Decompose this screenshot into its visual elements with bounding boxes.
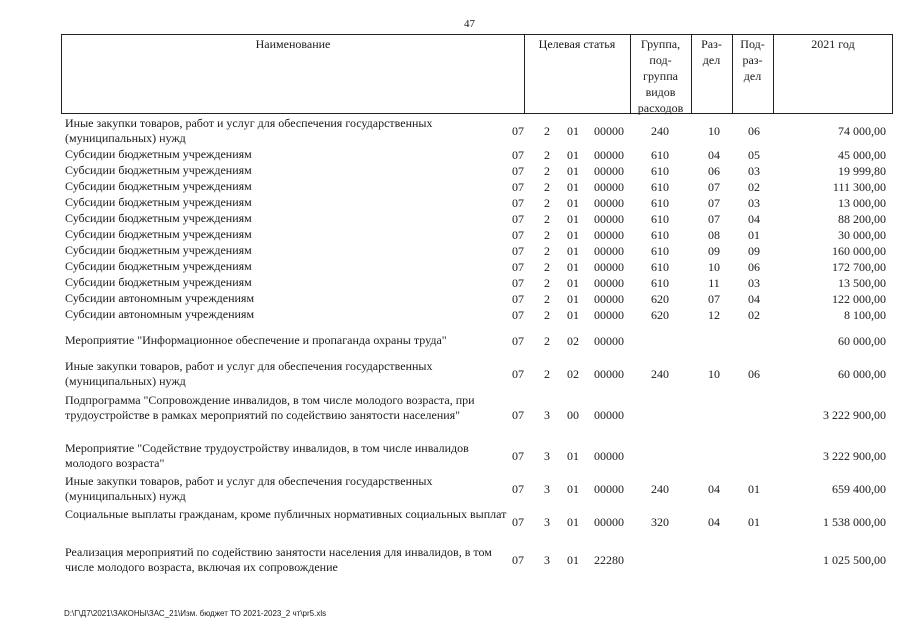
row-sub (729, 441, 779, 471)
row-amount: 13 000,00 (838, 195, 886, 210)
row-d: 00000 (594, 408, 624, 422)
row-a: 07 (512, 243, 524, 258)
row-amount: 659 400,00 (832, 481, 886, 496)
row-a: 07 (512, 195, 524, 210)
table-row (0, 116, 905, 146)
row-amount: 111 300,00 (832, 179, 886, 194)
row-sec: 06 (708, 163, 720, 178)
row-sub: 03 (748, 195, 760, 210)
row-name: Иные закупки товаров, работ и услуг для обеспечения государственных (муниципальных) нужд (65, 474, 433, 503)
row-grp: 240 (651, 366, 669, 381)
row-sub: 05 (748, 147, 760, 162)
row-name: Иные закупки товаров, работ и услуг для обеспечения государственных (муниципальных) нужд (65, 359, 433, 388)
table-row (0, 243, 905, 259)
row-amount: 45 000,00 (838, 147, 886, 162)
row-amount: 88 200,00 (838, 211, 886, 226)
table-row (0, 147, 905, 163)
row-name: Иные закупки товаров, работ и услуг для обеспечения государственных (муниципальных) нужд (65, 116, 433, 145)
row-c: 01 (567, 147, 579, 162)
row-d: 00000 (594, 179, 624, 194)
row-sub: 03 (748, 163, 760, 178)
row-grp: 240 (651, 123, 669, 138)
row-grp: 620 (651, 291, 669, 306)
row-sub: 09 (748, 243, 760, 258)
row-sub: 06 (748, 366, 760, 381)
row-d: 00000 (594, 514, 624, 529)
row-d: 00000 (594, 123, 624, 138)
row-sub: 04 (748, 291, 760, 306)
row-amount: 3 222 900,00 (823, 408, 886, 422)
row-b: 2 (544, 123, 550, 138)
row-grp: 610 (651, 179, 669, 194)
row-d: 22280 (594, 552, 624, 567)
row-b: 2 (544, 366, 550, 381)
row-b: 2 (544, 243, 550, 258)
row-b: 3 (544, 552, 550, 567)
row-grp (635, 545, 685, 575)
row-d: 00000 (594, 275, 624, 290)
row-sec: 04 (708, 514, 720, 529)
row-sub: 02 (748, 307, 760, 322)
row-sec: 07 (708, 211, 720, 226)
row-amount: 30 000,00 (838, 227, 886, 242)
row-sub (729, 393, 779, 438)
row-c: 01 (567, 195, 579, 210)
row-a: 07 (512, 123, 524, 138)
row-c: 02 (567, 366, 579, 381)
row-name: Субсидии бюджетным учреждениям (65, 275, 252, 289)
row-c: 01 (567, 275, 579, 290)
row-c: 01 (567, 227, 579, 242)
row-a: 07 (512, 179, 524, 194)
row-sec: 10 (708, 366, 720, 381)
row-b: 3 (544, 514, 550, 529)
row-sec: 11 (708, 275, 720, 290)
row-c: 01 (567, 481, 579, 496)
row-c: 01 (567, 307, 579, 322)
header-section: Раз- дел (701, 37, 722, 67)
row-amount: 8 100,00 (844, 307, 886, 322)
row-name: Субсидии автономным учреждениям (65, 307, 255, 321)
row-grp: 610 (651, 163, 669, 178)
row-b: 2 (544, 211, 550, 226)
row-grp: 610 (651, 195, 669, 210)
row-amount: 60 000,00 (838, 366, 886, 381)
table-row (0, 179, 905, 195)
row-name: Субсидии бюджетным учреждениям (65, 227, 252, 241)
row-sec: 10 (708, 259, 720, 274)
row-amount: 19 999,80 (838, 163, 886, 178)
table-row (0, 259, 905, 275)
row-sub: 02 (748, 179, 760, 194)
row-amount: 3 222 900,00 (823, 448, 886, 463)
row-amount: 60 000,00 (838, 333, 886, 348)
row-name: Субсидии автономным учреждениям (65, 291, 255, 305)
table-row (0, 393, 905, 438)
table-row (0, 163, 905, 179)
row-sec: 07 (708, 291, 720, 306)
row-sub: 04 (748, 211, 760, 226)
row-name: Реализация мероприятий по содействию занятости населения для инвалидов, в том числе молодого возраста, включая их сопровождение (65, 545, 492, 574)
row-sub: 01 (748, 481, 760, 496)
row-name: Субсидии бюджетным учреждениям (65, 211, 252, 225)
row-amount: 1 025 500,00 (823, 552, 886, 567)
table-row (0, 507, 905, 537)
row-c: 02 (567, 333, 579, 348)
table-row (0, 307, 905, 323)
row-amount: 122 000,00 (832, 291, 886, 306)
row-d: 00000 (594, 211, 624, 226)
row-a: 07 (512, 211, 524, 226)
row-a: 07 (512, 552, 524, 567)
row-c: 01 (567, 211, 579, 226)
header-year: 2021 год (811, 37, 855, 51)
row-grp: 240 (651, 481, 669, 496)
row-b: 3 (544, 408, 550, 422)
row-b: 2 (544, 307, 550, 322)
table-row (0, 195, 905, 211)
row-b: 2 (544, 259, 550, 274)
row-sec: 04 (708, 481, 720, 496)
row-d: 00000 (594, 227, 624, 242)
header-subsection: Под- раз- дел (740, 37, 765, 83)
row-grp: 610 (651, 259, 669, 274)
row-a: 07 (512, 514, 524, 529)
row-name: Субсидии бюджетным учреждениям (65, 195, 252, 209)
row-c: 01 (567, 123, 579, 138)
file-path-footer: D:\Г\Д7\2021\ЗАКОНЫ\ЗАС_21\Изм. бюджет ТО 2021-2023_2 чт\pr5.xls (64, 609, 327, 618)
row-a: 07 (512, 448, 524, 463)
row-sub: 01 (748, 227, 760, 242)
row-a: 07 (512, 408, 524, 422)
table-row (0, 227, 905, 243)
row-sec: 09 (708, 243, 720, 258)
row-sec: 07 (708, 195, 720, 210)
row-name: Субсидии бюджетным учреждениям (65, 243, 252, 257)
row-name: Субсидии бюджетным учреждениям (65, 179, 252, 193)
row-d: 00000 (594, 366, 624, 381)
row-sec: 04 (708, 147, 720, 162)
row-grp: 610 (651, 275, 669, 290)
row-grp: 610 (651, 227, 669, 242)
table-row (0, 545, 905, 575)
row-sub: 03 (748, 275, 760, 290)
page-number: 47 (464, 18, 475, 30)
row-c: 01 (567, 552, 579, 567)
row-sub: 01 (748, 514, 760, 529)
row-c: 01 (567, 179, 579, 194)
row-grp (635, 393, 685, 438)
row-name: Мероприятие "Содействие трудоустройству инвалидов, в том числе инвалидов молодого возраста" (65, 441, 469, 470)
row-d: 00000 (594, 147, 624, 162)
row-amount: 74 000,00 (838, 123, 886, 138)
row-b: 2 (544, 275, 550, 290)
row-sub (729, 545, 779, 575)
row-sub: 06 (748, 259, 760, 274)
table-row (0, 211, 905, 227)
row-amount: 13 500,00 (838, 275, 886, 290)
table-row (0, 275, 905, 291)
row-grp: 620 (651, 307, 669, 322)
row-a: 07 (512, 163, 524, 178)
row-a: 07 (512, 481, 524, 496)
row-a: 07 (512, 307, 524, 322)
row-a: 07 (512, 291, 524, 306)
row-c: 00 (567, 408, 579, 422)
row-grp: 320 (651, 514, 669, 529)
header-group: Группа, под- группа видов расходов (637, 37, 684, 115)
row-b: 2 (544, 147, 550, 162)
table-row (0, 441, 905, 471)
row-name: Мероприятие "Информационное обеспечение и пропаганда охраны труда" (65, 333, 447, 347)
row-sub (729, 333, 779, 349)
row-d: 00000 (594, 163, 624, 178)
row-c: 01 (567, 163, 579, 178)
row-a: 07 (512, 259, 524, 274)
row-sec: 10 (708, 123, 720, 138)
row-b: 2 (544, 291, 550, 306)
row-d: 00000 (594, 448, 624, 463)
table-header (61, 34, 893, 114)
row-amount: 160 000,00 (832, 243, 886, 258)
row-d: 00000 (594, 259, 624, 274)
row-sec: 08 (708, 227, 720, 242)
row-c: 01 (567, 243, 579, 258)
row-grp: 610 (651, 147, 669, 162)
row-d: 00000 (594, 291, 624, 306)
row-a: 07 (512, 366, 524, 381)
row-grp (635, 441, 685, 471)
row-b: 2 (544, 333, 550, 348)
row-c: 01 (567, 259, 579, 274)
row-sec: 07 (708, 179, 720, 194)
row-d: 00000 (594, 243, 624, 258)
table-row (0, 333, 905, 349)
row-b: 3 (544, 481, 550, 496)
row-grp: 610 (651, 211, 669, 226)
row-b: 2 (544, 227, 550, 242)
row-c: 01 (567, 291, 579, 306)
row-sub: 06 (748, 123, 760, 138)
row-a: 07 (512, 227, 524, 242)
row-b: 2 (544, 163, 550, 178)
row-d: 00000 (594, 307, 624, 322)
row-c: 01 (567, 514, 579, 529)
row-b: 2 (544, 195, 550, 210)
row-a: 07 (512, 147, 524, 162)
row-sec: 12 (708, 307, 720, 322)
row-d: 00000 (594, 195, 624, 210)
row-amount: 1 538 000,00 (823, 514, 886, 529)
row-a: 07 (512, 275, 524, 290)
row-b: 3 (544, 448, 550, 463)
row-d: 00000 (594, 481, 624, 496)
row-amount: 172 700,00 (832, 259, 886, 274)
table-row (0, 474, 905, 504)
table-row (0, 359, 905, 389)
row-b: 2 (544, 179, 550, 194)
row-d: 00000 (594, 333, 624, 348)
row-name: Субсидии бюджетным учреждениям (65, 259, 252, 273)
header-name: Наименование (255, 37, 331, 51)
header-target: Целевая статья (538, 37, 616, 51)
row-name: Социальные выплаты гражданам, кроме публичных нормативных социальных выплат (65, 507, 507, 521)
row-name: Субсидии бюджетным учреждениям (65, 163, 252, 177)
row-grp (635, 333, 685, 349)
row-name: Субсидии бюджетным учреждениям (65, 147, 252, 161)
row-a: 07 (512, 333, 524, 348)
table-row (0, 291, 905, 307)
row-grp: 610 (651, 243, 669, 258)
row-c: 01 (567, 448, 579, 463)
row-name: Подпрограмма "Сопровождение инвалидов, в том числе молодого возраста, при трудоустройстве в рамках мероприятий по содействию занятости населения" (65, 393, 475, 422)
